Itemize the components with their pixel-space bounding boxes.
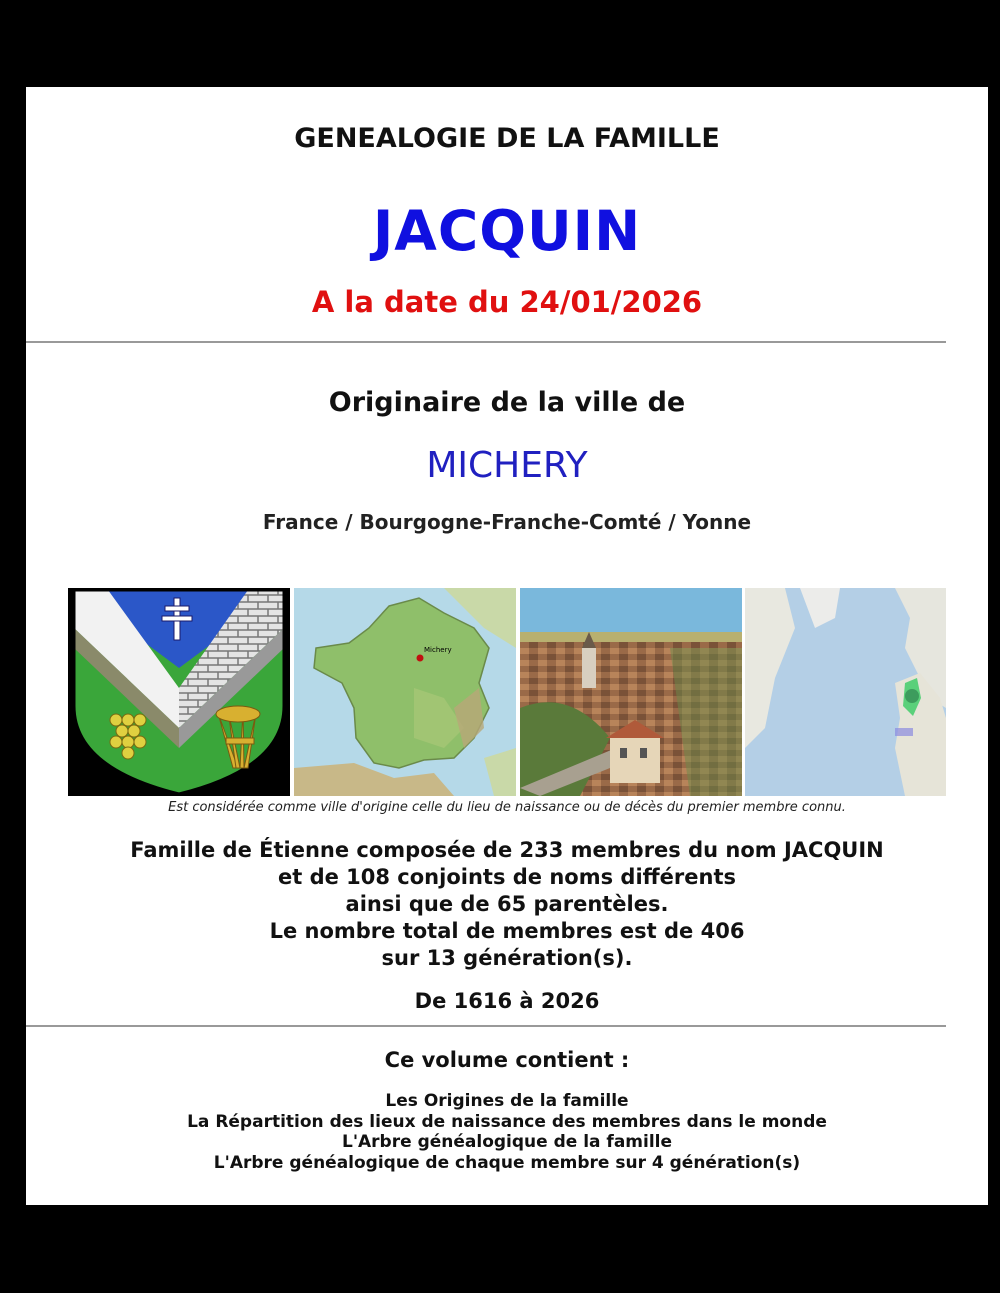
divider-bottom: [26, 1025, 946, 1027]
michery-marker-icon: [417, 655, 424, 662]
origin-caption: Est considérée comme ville d'origine celle du lieu de naissance ou de décès du premier membre connu.: [168, 800, 846, 815]
summary-line: et de 108 conjoints de noms différents: [277, 865, 736, 889]
summary-line: Famille de Étienne composée de 233 membres du nom JACQUIN: [130, 838, 884, 862]
list-item: La Répartition des lieux de naissance des membres dans le monde: [187, 1111, 827, 1132]
family-summary: [26, 837, 988, 972]
city-name: MICHERY: [426, 445, 588, 486]
divider-top: [26, 341, 946, 343]
list-item: L'Arbre généalogique de la famille: [341, 1132, 673, 1152]
summary-line: ainsi que de 65 parentèles.: [345, 892, 669, 916]
family-name: JACQUIN: [372, 199, 642, 263]
image-strip: [68, 588, 946, 796]
date-line: A la date du 24/01/2026: [311, 285, 703, 319]
list-item: Les Origines de la famille: [385, 1091, 629, 1111]
cover-page: [26, 87, 988, 1205]
coat-of-arms-image: [68, 588, 290, 796]
year-range: De 1616 à 2026: [414, 989, 600, 1013]
summary-line: Le nombre total de membres est de 406: [269, 919, 745, 943]
world-map-image: [745, 588, 946, 796]
list-item: L'Arbre généalogique de chaque membre sur 4 génération(s): [213, 1152, 801, 1173]
village-photo-image: [520, 588, 742, 796]
summary-line: sur 13 génération(s).: [381, 946, 633, 970]
region-path: France / Bourgogne-Franche-Comté / Yonne: [262, 510, 752, 534]
france-map-image: [294, 588, 516, 796]
volume-title: Ce volume contient :: [384, 1048, 630, 1072]
title-genealogie: GENEALOGIE DE LA FAMILLE: [294, 123, 720, 154]
volume-contents-list: [26, 1091, 988, 1173]
origin-label: Originaire de la ville de: [328, 387, 686, 418]
map-marker-label: Michery: [424, 646, 452, 654]
